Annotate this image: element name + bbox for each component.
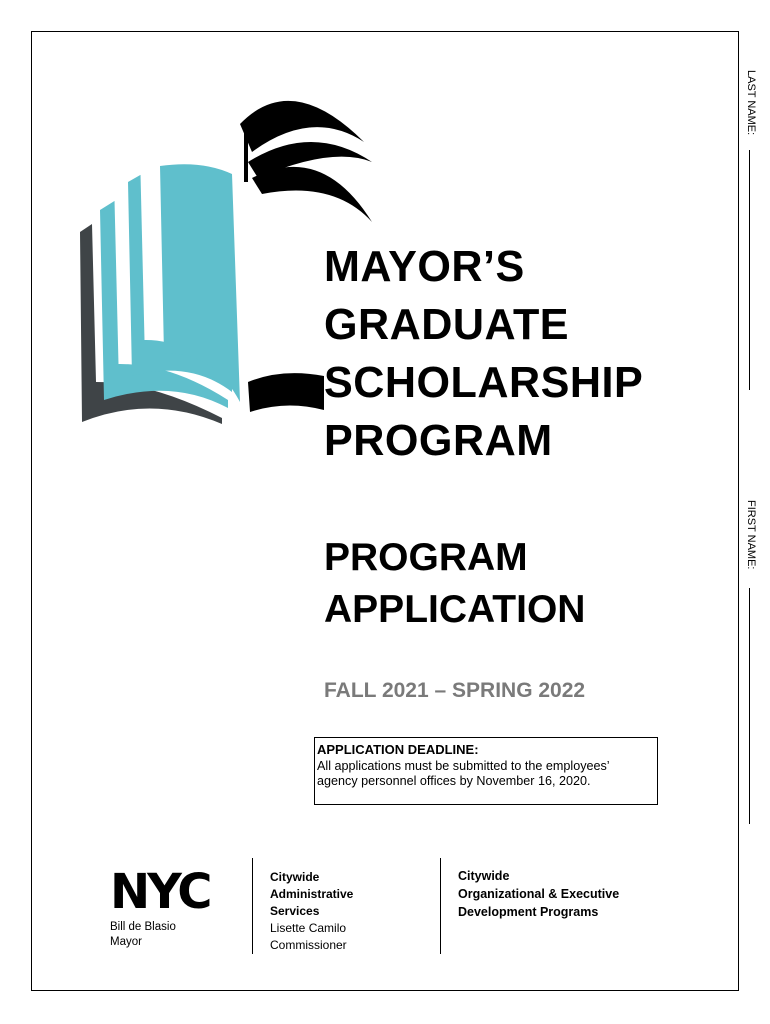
commissioner-name: Lisette Camilo [270,921,347,935]
coedp-block [458,867,619,921]
coedp-line: Organizational & Executive [458,887,620,901]
first-name-label: FIRST NAME: [745,500,757,570]
deadline-text-line: agency personnel offices by November 16, 2020. [317,774,591,788]
divider [252,858,253,954]
nyc-logo-text: NYC [110,866,210,912]
coedp-line: Development Programs [458,905,599,919]
title-line: SCHOLARSHIP [324,358,644,407]
subtitle-line: APPLICATION [324,588,586,631]
last-name-label: LAST NAME: [745,70,757,136]
title-line: PROGRAM [324,416,553,465]
divider [440,858,441,954]
coedp-line: Citywide [458,869,510,883]
last-name-field[interactable] [749,150,750,390]
application-subtitle [324,532,585,636]
mayor-block [110,920,176,950]
subtitle-line: PROGRAM [324,536,528,579]
commissioner-title: Commissioner [270,938,347,952]
title-line: GRADUATE [324,300,570,349]
program-title [324,238,643,470]
deadline-text-line: All applications must be submitted to the employees’ [317,759,610,773]
mayor-name: Bill de Blasio [110,921,176,933]
nyc-logo [110,866,236,912]
mayor-title: Mayor [110,936,142,948]
title-line: MAYOR’S [324,242,525,291]
dcas-line: Citywide [270,870,320,884]
deadline-heading: APPLICATION DEADLINE: [317,742,479,757]
dcas-line: Administrative [270,887,354,901]
first-name-field[interactable] [749,588,750,824]
dcas-line: Services [270,904,320,918]
dcas-block [270,869,353,954]
deadline-box [314,737,658,805]
academic-term: FALL 2021 – SPRING 2022 [324,679,586,702]
